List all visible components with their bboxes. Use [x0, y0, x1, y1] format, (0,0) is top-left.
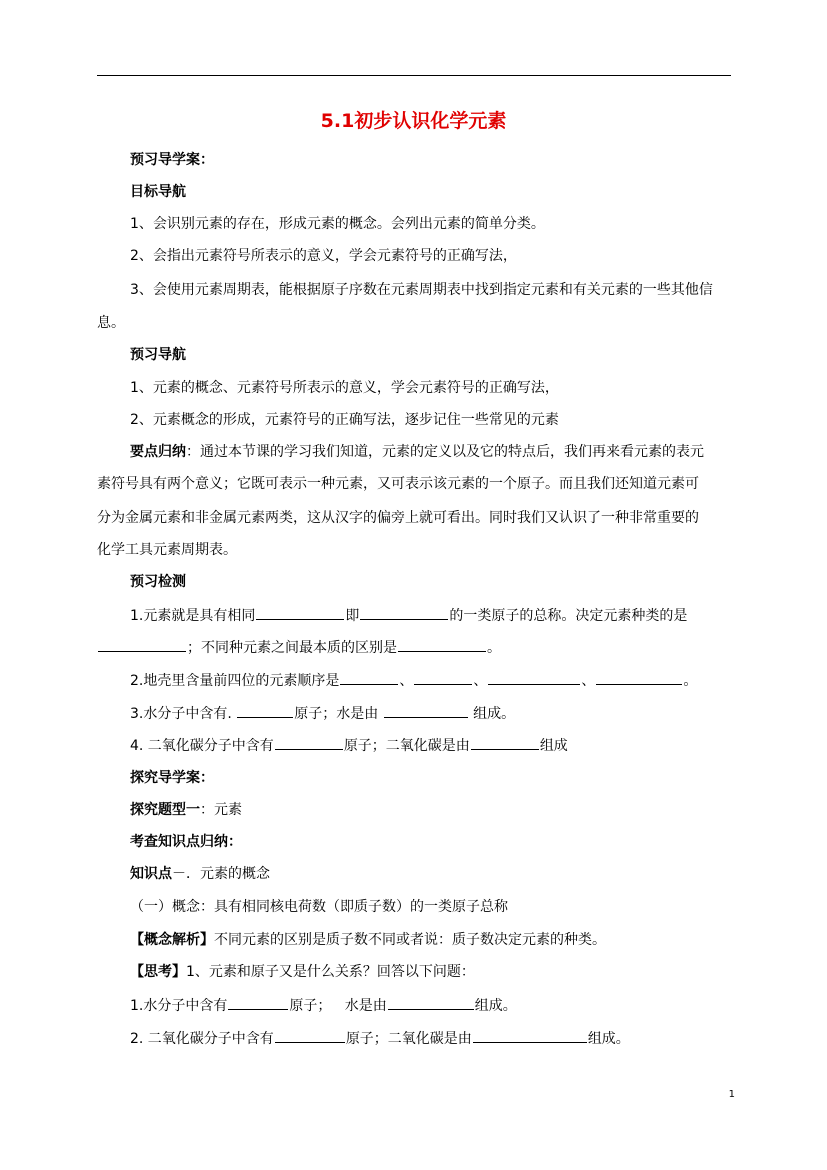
exercise-1: 1.水分子中含有 原子； 水是由 组成。 — [130, 995, 735, 1016]
answer-blank[interactable] — [256, 605, 344, 620]
question-4: 4. 二氧化碳分子中含有 原子；二氧化碳是由 组成 — [130, 735, 735, 756]
summary-line: 素符号具有两个意义；它既可表示一种元素，又可表示该元素的一个原子。而且我们还知道元素可 — [97, 476, 699, 492]
nav-item: 2、元素概念的形成，元素符号的正确写法，逐步记住一些常见的元素 — [130, 412, 559, 428]
summary-label: 要点归纳 — [130, 444, 186, 460]
knowledge-point-1: 知识点－．元素的概念 — [130, 866, 270, 882]
preview-heading: 预习导学案： — [130, 152, 214, 168]
goal-item: 1、会识别元素的存在，形成元素的概念。会列出元素的简单分类。 — [130, 216, 545, 232]
answer-blank[interactable] — [414, 670, 472, 685]
answer-blank[interactable] — [596, 670, 682, 685]
check-heading: 预习检测 — [130, 574, 186, 590]
nav-heading: 预习导航 — [130, 347, 186, 363]
summary-text: ：通过本节课的学习我们知道，元素的定义以及它的特点后，我们再来看元素的表元 — [186, 444, 704, 460]
goal-item: 2、会指出元素符号所表示的意义，学会元素符号的正确写法， — [130, 248, 517, 264]
explore-type: 探究题型一：元素 — [130, 802, 242, 818]
think-prompt: 【思考】1、元素和原子又是什么关系？回答以下问题： — [130, 964, 475, 980]
header-rule — [97, 75, 731, 76]
question-3: 3.水分子中含有. 原子；水是由 组成。 — [130, 703, 735, 724]
goal-heading: 目标导航 — [130, 184, 186, 200]
explore-heading: 探究导学案： — [130, 770, 214, 786]
answer-blank[interactable] — [384, 703, 468, 718]
answer-blank[interactable] — [388, 995, 474, 1010]
question-1-continued: ；不同种元素之间最本质的区别是 。 — [97, 637, 737, 658]
answer-blank[interactable] — [228, 995, 288, 1010]
exercise-2: 2. 二氧化碳分子中含有 原子；二氧化碳是由 组成。 — [130, 1028, 735, 1049]
answer-blank[interactable] — [488, 670, 580, 685]
summary-first-line — [130, 442, 735, 462]
answer-blank[interactable] — [340, 670, 398, 685]
answer-blank[interactable] — [471, 735, 539, 750]
nav-item: 1、元素的概念、元素符号所表示的意义，学会元素符号的正确写法， — [130, 380, 559, 396]
summary-line: 分为金属元素和非金属元素两类，这从汉字的偏旁上就可看出。同时我们又认识了一种非常重要的 — [97, 510, 699, 526]
answer-blank[interactable] — [275, 735, 343, 750]
answer-blank[interactable] — [398, 637, 486, 652]
goal-item-continued: 息。 — [97, 315, 125, 331]
answer-blank[interactable] — [98, 637, 186, 652]
answer-blank[interactable] — [360, 605, 448, 620]
question-1: 1.元素就是具有相同 即 的一类原子的总称。决定元素种类的是 — [130, 605, 735, 626]
summary-line: 化学工具元素周期表。 — [97, 542, 237, 558]
page-title: 5.1初步认识化学元素 — [320, 110, 507, 132]
question-2: 2.地壳里含量前四位的元素顺序是 、 、 、 。 — [130, 670, 735, 691]
concept-definition: （一）概念：具有相同核电荷数（即质子数）的一类原子总称 — [130, 899, 508, 915]
goal-item: 3、会使用元素周期表，能根据原子序数在元素周期表中找到指定元素和有关元素的一些其他信 — [130, 282, 713, 298]
answer-blank[interactable] — [473, 1028, 587, 1043]
answer-blank[interactable] — [275, 1028, 345, 1043]
knowledge-heading: 考查知识点归纳： — [130, 834, 242, 850]
page-number: 1 — [728, 1089, 735, 1100]
concept-analysis: 【概念解析】不同元素的区别是质子数不同或者说：质子数决定元素的种类。 — [130, 932, 606, 948]
answer-blank[interactable] — [237, 703, 293, 718]
